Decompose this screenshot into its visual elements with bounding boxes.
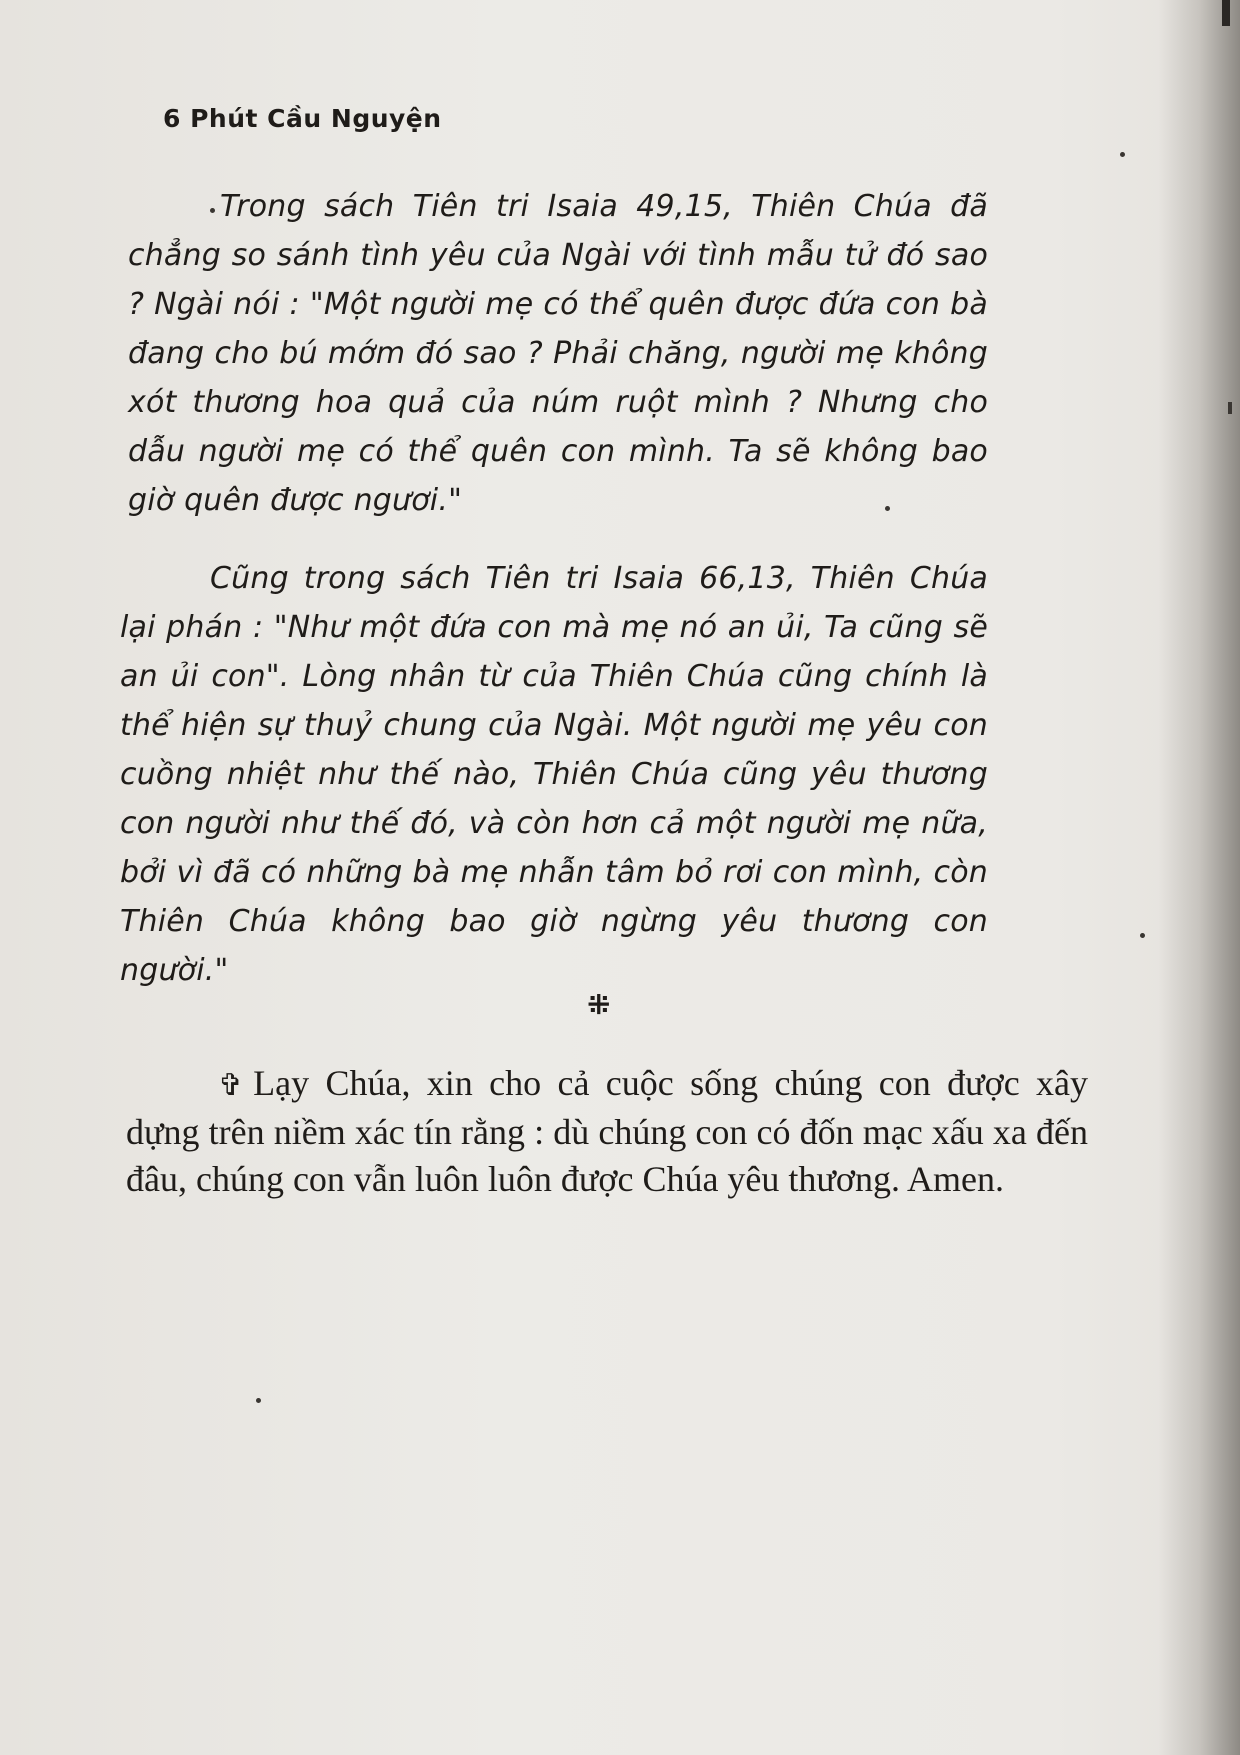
page-edge-shadow [1158,0,1240,1755]
section-separator: ⁜ [587,988,611,1021]
body-paragraph-1: Trong sách Tiên tri Isaia 49,15, Thiên Chúa đã chẳng so sánh tình yêu của Ngài với tình mẫu tử đó sao ? Ngài nói : "Một người mẹ có thể quên được đứa con bà đang cho bú mớm đó sao ? Phải chăng, người mẹ không xót thương hoa quả của núm ruột mình ? Nhưng cho dẫu người mẹ có thể quên con mình. Ta sẽ không bao giờ quên được ngươi." [128,189,988,518]
prayer-text: Lạy Chúa, xin cho cả cuộc sống chúng con được xây dựng trên niềm xác tín rằng : dù chúng con có đốn mạc xấu xa đến đâu, chúng con vẫn luôn luôn được Chúa yêu thương. Amen. [126,1063,1088,1199]
scan-speck [885,506,890,511]
scan-speck [256,1398,261,1403]
running-header: 6 Phút Cầu Nguyện [163,104,442,133]
body-paragraph-2: Cũng trong sách Tiên tri Isaia 66,13, Thiên Chúa lại phán : "Như một đứa con mà mẹ nó an ủi, Ta cũng sẽ an ủi con". Lòng nhân từ của Thiên Chúa cũng chính là thể hiện sự thuỷ chung của Ngài. Một người mẹ yêu con cuồng nhiệt như thế nào, Thiên Chúa cũng yêu thương con người như thế đó, và còn hơn cả một người mẹ nữa, bởi vì đã có những bà mẹ nhẫn tâm bỏ rơi con mình, còn Thiên Chúa không bao giờ ngừng yêu thương con người." [120,561,988,988]
page-edge-mark [1228,402,1232,414]
scan-speck [1120,152,1125,157]
scan-speck [1140,933,1145,938]
page-edge-mark [1222,0,1230,26]
prayer-paragraph [126,1060,1088,1203]
scan-speck [210,208,215,213]
cross-icon: ✞ [218,1068,244,1103]
